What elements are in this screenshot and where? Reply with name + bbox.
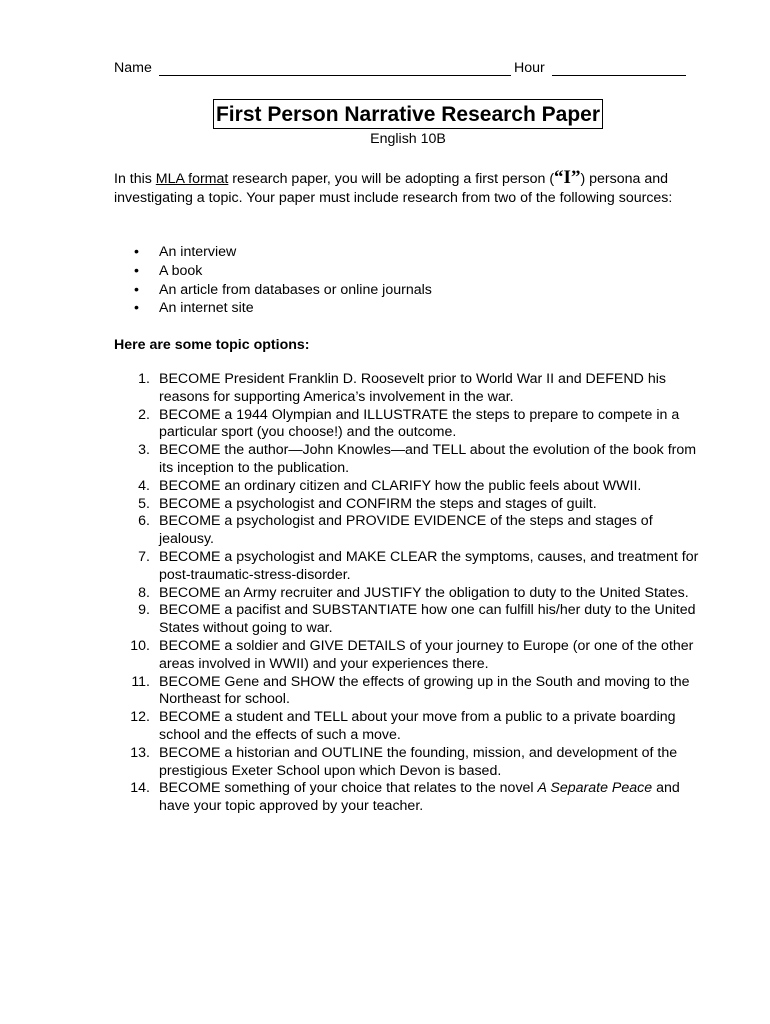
list-item <box>114 371 706 407</box>
list-item <box>114 674 706 710</box>
list-item <box>114 299 432 318</box>
topic-number: 9. <box>138 602 150 619</box>
topic-text: BECOME a pacifist and SUBSTANTIATE how one can fulfill his/her duty to the United States without going to war. <box>159 602 696 637</box>
novel-title: A Separate Peace <box>537 780 653 797</box>
title-wrap <box>0 99 770 129</box>
list-item <box>114 407 706 443</box>
intro-paragraph <box>114 169 706 207</box>
topic-text: BECOME a student and TELL about your move from a public to a private boarding school and the effects of such a move. <box>159 709 676 743</box>
topic-number: 3. <box>138 442 150 459</box>
topic-number: 4. <box>138 477 150 494</box>
topic-number: 10. <box>130 637 150 654</box>
topic-number: 13. <box>130 744 150 761</box>
topic-number: 7. <box>138 548 150 565</box>
list-item <box>114 780 706 816</box>
list-item <box>114 243 432 262</box>
list-item <box>114 602 706 638</box>
bullet-icon: • <box>134 281 139 298</box>
hour-blank <box>552 75 686 76</box>
list-item <box>114 496 706 514</box>
list-item <box>114 585 706 603</box>
topic-text: BECOME an ordinary citizen and CLARIFY how the public feels about WWII. <box>159 477 642 494</box>
list-item <box>114 281 432 300</box>
topic-text: BECOME a psychologist and PROVIDE EVIDENCE of the steps and stages of jealousy. <box>159 513 653 548</box>
intro-text-3: ) persona and investigating a topic. Your paper must include research from two of the following sources: <box>114 171 673 206</box>
bullet-icon: • <box>134 244 139 260</box>
list-item <box>114 638 706 674</box>
first-person-i: I <box>563 167 571 188</box>
source-text: An internet site <box>159 300 254 317</box>
source-text: A book <box>159 262 203 279</box>
source-text: An article from databases or online journals <box>159 281 432 298</box>
mla-format-link: MLA format <box>155 171 229 187</box>
header-line <box>114 58 694 78</box>
topic-number: 1. <box>138 371 150 387</box>
name-blank <box>159 75 511 76</box>
topic-text: BECOME President Franklin D. Roosevelt prior to World War II and DEFEND his reasons for supporting America’s involvement in the war. <box>159 371 666 405</box>
bullet-icon: • <box>134 300 139 317</box>
topic-number: 2. <box>138 406 150 423</box>
topic-text: BECOME a historian and OUTLINE the founding, mission, and development of the prestigious Exeter School upon which Devon is based. <box>159 744 678 779</box>
topic-number: 11. <box>131 673 150 690</box>
list-item <box>114 745 706 781</box>
topic-text: BECOME an Army recruiter and JUSTIFY the obligation to duty to the United States. <box>159 584 689 601</box>
list-item <box>114 549 706 585</box>
topic-number: 8. <box>138 584 150 601</box>
topic-text: BECOME a 1944 Olympian and ILLUSTRATE the steps to prepare to compete in a particular sport (you choose!) and the outcome. <box>159 406 680 441</box>
topic-text: BECOME Gene and SHOW the effects of growing up in the South and moving to the Northeast for school. <box>159 673 690 708</box>
topic-text-after: and have your topic approved by your teacher. <box>159 780 680 815</box>
subtitle: English 10B <box>370 131 446 147</box>
topic-number: 5. <box>138 495 150 512</box>
page-title: First Person Narrative Research Paper <box>213 99 603 129</box>
list-item <box>114 709 706 745</box>
close-quote: ” <box>570 167 581 188</box>
sources-list <box>114 243 432 318</box>
hour-label: Hour <box>514 60 545 76</box>
list-item <box>114 478 706 496</box>
topic-number: 6. <box>138 513 150 530</box>
list-item <box>114 262 432 281</box>
topic-text-before: BECOME something of your choice that relates to the novel <box>159 780 538 797</box>
topic-number: 12. <box>130 709 150 726</box>
list-item <box>114 513 706 549</box>
open-quote: “ <box>554 167 564 188</box>
topic-text: BECOME a psychologist and CONFIRM the steps and stages of guilt. <box>159 495 597 512</box>
list-item <box>114 442 706 478</box>
intro-text-1: In this <box>114 171 156 187</box>
topic-text: BECOME the author—John Knowles—and TELL about the evolution of the book from its inception to the publication. <box>159 442 697 476</box>
topics-heading: Here are some topic options: <box>114 337 310 353</box>
name-label: Name <box>114 60 152 76</box>
intro-text-2: research paper, you will be adopting a first person ( <box>228 171 555 187</box>
topics-list <box>114 371 706 816</box>
topic-number: 14. <box>130 780 150 797</box>
bullet-icon: • <box>134 262 139 279</box>
topic-text: BECOME a soldier and GIVE DETAILS of your journey to Europe (or one of the other areas involved in WWII) and your experiences there. <box>159 637 694 672</box>
topic-text: BECOME a psychologist and MAKE CLEAR the symptoms, causes, and treatment for post-traumatic-stress-disorder. <box>159 548 699 583</box>
source-text: An interview <box>159 244 237 260</box>
